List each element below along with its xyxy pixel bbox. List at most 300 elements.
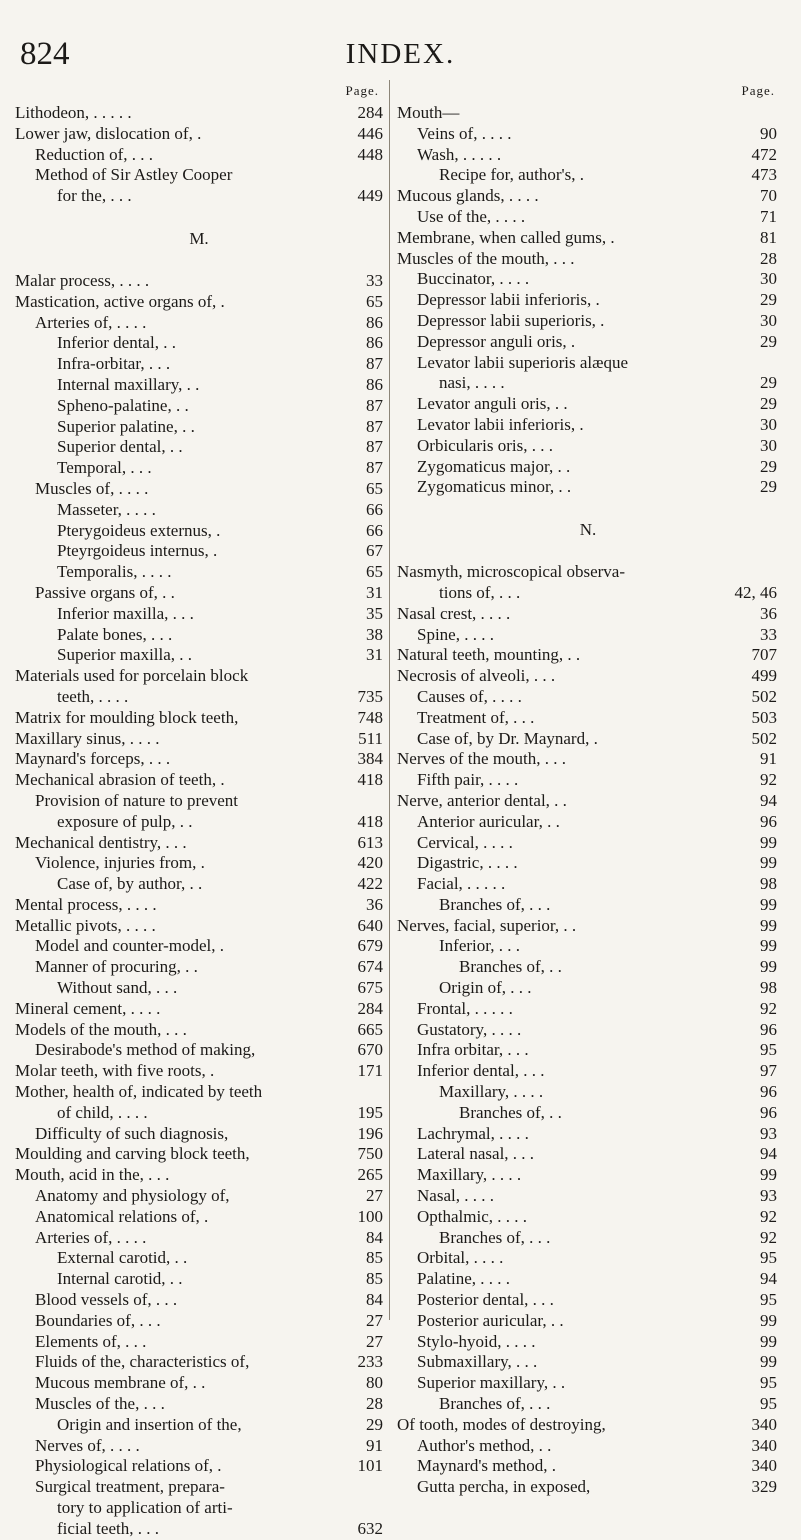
entry-page: 503	[751, 707, 777, 727]
entry-term: Nerve, anterior dental, . .	[397, 790, 567, 810]
entry-term: Inferior, . . .	[439, 936, 520, 956]
index-entry	[397, 812, 779, 833]
index-entry	[397, 666, 779, 687]
entry-page: 84	[366, 1227, 383, 1247]
index-entry	[15, 1186, 383, 1207]
entry-page: 87	[366, 395, 383, 415]
page-number: 824	[20, 36, 70, 72]
entry-page: 29	[760, 373, 777, 393]
entry-page: 94	[760, 1144, 777, 1164]
index-entry	[397, 457, 779, 478]
entry-term: Depressor anguli oris, .	[417, 331, 576, 351]
entry-page: 640	[357, 915, 383, 935]
entry-term: Gustatory, . . . .	[417, 1019, 522, 1039]
entry-term: Muscles of, . . . .	[35, 478, 149, 498]
entry-term: Mouth—	[397, 103, 460, 122]
entry-term: Submaxillary, . . .	[417, 1352, 538, 1372]
entry-page: 340	[751, 1435, 777, 1455]
entry-term: Superior dental, . .	[57, 437, 183, 457]
index-entry	[15, 749, 383, 770]
entry-page: 99	[760, 915, 777, 935]
entry-page: 36	[366, 894, 383, 914]
entry-term: Nerves, facial, superior, . .	[397, 915, 577, 935]
entry-term: Nerves of, . . . .	[35, 1435, 140, 1455]
column-divider	[389, 80, 390, 1320]
entry-term: Method of Sir Astley Cooper	[35, 165, 233, 185]
entry-page: 101	[357, 1456, 383, 1476]
index-entry	[15, 874, 383, 895]
entry-page: 171	[357, 1061, 383, 1081]
index-entry	[15, 271, 383, 292]
entry-page: 30	[760, 269, 777, 289]
index-entry	[397, 895, 779, 916]
index-entry	[15, 729, 383, 750]
index-entry	[397, 1082, 779, 1103]
entry-term: Mucous glands, . . . .	[397, 186, 539, 206]
entry-term: of child, . . . .	[57, 1102, 148, 1122]
index-entry	[397, 124, 779, 145]
entry-page: 87	[366, 354, 383, 374]
entry-page: 284	[357, 103, 383, 122]
entry-term: Fluids of the, characteristics of,	[35, 1352, 250, 1372]
index-entry	[15, 978, 383, 999]
index-entry	[15, 791, 383, 812]
index-entry	[397, 1311, 779, 1332]
page-header	[0, 36, 801, 76]
entry-page: 66	[366, 520, 383, 540]
entry-term: Author's method, . .	[417, 1435, 552, 1455]
index-entry	[397, 311, 779, 332]
entry-term: Treatment of, . . .	[417, 707, 535, 727]
entry-page: 473	[751, 165, 777, 185]
entry-term: Branches of, . . .	[439, 894, 551, 914]
entry-term: Membrane, when called gums, .	[397, 227, 615, 247]
entry-term: Mouth, acid in the, . . .	[15, 1165, 170, 1185]
entry-page: 94	[760, 790, 777, 810]
index-entry	[15, 437, 383, 458]
entry-term: Levator labii superioris alæque	[417, 352, 629, 372]
index-entry	[15, 1456, 383, 1477]
entry-term: exposure of pulp, . .	[57, 811, 193, 831]
entry-term: Anterior auricular, . .	[417, 811, 560, 831]
index-entry	[15, 1228, 383, 1249]
index-entry	[15, 1103, 383, 1124]
index-entry	[397, 1124, 779, 1145]
index-entry	[397, 1040, 779, 1061]
entry-page: 65	[366, 562, 383, 582]
entry-term: Opthalmic, . . . .	[417, 1206, 528, 1226]
entry-term: Depressor labii inferioris, .	[417, 290, 600, 310]
entry-page: 30	[760, 435, 777, 455]
entry-page: 92	[760, 1227, 777, 1247]
index-entry	[15, 103, 383, 124]
entry-term: Origin and insertion of the,	[57, 1414, 242, 1434]
entry-term: Maynard's forceps, . . .	[15, 749, 171, 769]
index-entry	[15, 1373, 383, 1394]
entry-page: 36	[760, 603, 777, 623]
entry-page: 27	[366, 1310, 383, 1330]
entry-page: 87	[366, 458, 383, 478]
entry-page: 28	[760, 248, 777, 268]
entry-term: Of tooth, modes of destroying,	[397, 1414, 606, 1434]
index-entry	[397, 1373, 779, 1394]
entry-page: 665	[357, 1019, 383, 1039]
entry-term: Moulding and carving block teeth,	[15, 1144, 250, 1164]
index-entry	[15, 124, 383, 145]
entry-term: Buccinator, . . . .	[417, 269, 530, 289]
entry-page: 632	[357, 1518, 383, 1538]
entry-term: Lower jaw, dislocation of, .	[15, 123, 202, 143]
entry-term: Matrix for moulding block teeth,	[15, 707, 239, 727]
entry-page: 29	[760, 394, 777, 414]
index-entry	[15, 313, 383, 334]
entry-term: Muscles of the, . . .	[35, 1394, 165, 1414]
entry-term: Branches of, . .	[459, 1102, 562, 1122]
entry-term: Maxillary sinus, . . . .	[15, 728, 160, 748]
entry-term: Anatomical relations of, .	[35, 1206, 209, 1226]
index-entry	[397, 332, 779, 353]
entry-term: Mucous membrane of, . .	[35, 1373, 206, 1393]
entry-page: 196	[357, 1123, 383, 1143]
entry-term: for the, . . .	[57, 186, 132, 206]
index-entry	[15, 1311, 383, 1332]
entry-page: 748	[357, 707, 383, 727]
entry-term: Inferior dental, . . .	[417, 1061, 545, 1081]
entry-term: tory to application of arti-	[57, 1498, 233, 1517]
index-entry	[15, 583, 383, 604]
entry-page: 31	[366, 582, 383, 602]
index-entry	[397, 269, 779, 290]
index-entry	[397, 1020, 779, 1041]
entry-term: Fifth pair, . . . .	[417, 770, 519, 790]
entry-term: Without sand, . . .	[57, 978, 178, 998]
entry-term: Inferior maxilla, . . .	[57, 603, 194, 623]
entry-term: External carotid, . .	[57, 1248, 188, 1268]
entry-page: 38	[366, 624, 383, 644]
entry-page: 750	[357, 1144, 383, 1164]
index-entry	[397, 1248, 779, 1269]
entry-page: 28	[366, 1394, 383, 1414]
index-entry	[15, 604, 383, 625]
entry-term: Internal maxillary, . .	[57, 374, 200, 394]
entry-term: Natural teeth, mounting, . .	[397, 645, 581, 665]
entry-term: Nasal crest, . . . .	[397, 603, 511, 623]
entry-term: Pterygoideus externus, .	[57, 520, 221, 540]
entry-term: Palatine, . . . .	[417, 1269, 511, 1289]
entry-page: 29	[760, 477, 777, 497]
entry-page: 99	[760, 894, 777, 914]
entry-page: 33	[760, 624, 777, 644]
entry-term: Metallic pivots, . . . .	[15, 915, 156, 935]
entry-page: 99	[760, 957, 777, 977]
entry-term: Molar teeth, with five roots, .	[15, 1061, 215, 1081]
entry-term: Zygomaticus major, . .	[417, 456, 571, 476]
entry-page: 99	[760, 853, 777, 873]
entry-term: Desirabode's method of making,	[35, 1040, 256, 1060]
entry-term: Physiological relations of, .	[35, 1456, 222, 1476]
index-entry	[397, 207, 779, 228]
entry-term: nasi, . . . .	[439, 373, 505, 393]
index-entry	[397, 353, 779, 374]
entry-term: Boundaries of, . . .	[35, 1310, 161, 1330]
entry-term: Temporalis, . . . .	[57, 562, 172, 582]
entry-term: Lithodeon, . . . . .	[15, 103, 132, 122]
entry-page: 91	[760, 749, 777, 769]
entry-page: 92	[760, 1206, 777, 1226]
entry-page: 96	[760, 1102, 777, 1122]
index-entry	[397, 687, 779, 708]
entry-term: Depressor labii superioris, .	[417, 310, 605, 330]
entry-term: Masseter, . . . .	[57, 499, 156, 519]
entry-page: 85	[366, 1248, 383, 1268]
entry-page: 86	[366, 312, 383, 332]
index-entry	[15, 145, 383, 166]
index-entry	[15, 936, 383, 957]
entry-term: Levator anguli oris, . .	[417, 394, 568, 414]
entry-term: Facial, . . . . .	[417, 874, 506, 894]
entry-page: 30	[760, 414, 777, 434]
entry-term: Frontal, . . . . .	[417, 998, 513, 1018]
index-entry	[397, 936, 779, 957]
entry-page: 95	[760, 1248, 777, 1268]
entry-page: 670	[357, 1040, 383, 1060]
index-entry	[15, 666, 383, 687]
index-entry	[397, 562, 779, 583]
entry-term: Orbital, . . . .	[417, 1248, 504, 1268]
index-entry	[15, 1269, 383, 1290]
index-entry	[15, 1082, 383, 1103]
entry-term: tions of, . . .	[439, 582, 521, 602]
entry-page: 96	[760, 1019, 777, 1039]
entry-term: Mechanical dentistry, . . .	[15, 832, 187, 852]
index-entry	[15, 1498, 383, 1519]
entry-term: Mother, health of, indicated by teeth	[15, 1082, 263, 1102]
entry-term: Superior maxilla, . .	[57, 645, 193, 665]
entry-term: Case of, by Dr. Maynard, .	[417, 728, 598, 748]
index-entry	[397, 1269, 779, 1290]
entry-page: 70	[760, 186, 777, 206]
entry-term: Infra orbitar, . . .	[417, 1040, 529, 1060]
index-column-right	[397, 83, 779, 1498]
entry-page: 674	[357, 957, 383, 977]
index-entry	[15, 354, 383, 375]
entry-page: 422	[357, 874, 383, 894]
entry-page: 613	[357, 832, 383, 852]
index-entry	[397, 103, 779, 124]
entry-term: Posterior auricular, . .	[417, 1310, 564, 1330]
entry-term: Gutta percha, in exposed,	[417, 1477, 591, 1497]
index-entry	[15, 1207, 383, 1228]
entry-term: Mastication, active organs of, .	[15, 291, 225, 311]
entry-term: Posterior dental, . . .	[417, 1290, 554, 1310]
entry-page: 511	[358, 728, 383, 748]
page-column-header: Page.	[741, 83, 775, 98]
entry-page: 675	[357, 978, 383, 998]
entry-term: Infra-orbitar, . . .	[57, 354, 171, 374]
index-entry	[15, 165, 383, 186]
entry-page: 95	[760, 1040, 777, 1060]
entry-page: 97	[760, 1061, 777, 1081]
index-entry	[397, 1207, 779, 1228]
entry-page: 195	[357, 1102, 383, 1122]
index-entry	[397, 228, 779, 249]
entry-page: 27	[366, 1331, 383, 1351]
index-entry	[15, 500, 383, 521]
index-entry	[15, 541, 383, 562]
index-entry	[397, 1186, 779, 1207]
index-entry	[397, 1228, 779, 1249]
entry-term: Difficulty of such diagnosis,	[35, 1123, 229, 1143]
entry-term: Lachrymal, . . . .	[417, 1123, 529, 1143]
index-entry	[397, 916, 779, 937]
entry-term: Use of the, . . . .	[417, 206, 526, 226]
index-entry	[397, 583, 779, 604]
index-entry	[397, 874, 779, 895]
section-letter: M.	[189, 228, 209, 248]
index-entry	[15, 396, 383, 417]
index-entry	[397, 145, 779, 166]
entry-page: 707	[751, 645, 777, 665]
index-entry	[397, 415, 779, 436]
entry-term: Spheno-palatine, . .	[57, 395, 189, 415]
entry-page: 340	[751, 1456, 777, 1476]
entry-page: 95	[760, 1290, 777, 1310]
entry-term: Superior maxillary, . .	[417, 1373, 566, 1393]
entry-page: 98	[760, 978, 777, 998]
entry-page: 33	[366, 270, 383, 290]
entry-term: Arteries of, . . . .	[35, 312, 147, 332]
index-entry	[15, 770, 383, 791]
entry-page: 92	[760, 998, 777, 1018]
index-entry	[15, 1290, 383, 1311]
index-entry	[15, 916, 383, 937]
index-entry	[15, 1124, 383, 1145]
entry-page: 449	[357, 186, 383, 206]
entry-term: Inferior dental, . .	[57, 333, 176, 353]
entry-page: 99	[760, 832, 777, 852]
index-entry	[397, 791, 779, 812]
index-entry	[15, 625, 383, 646]
entry-term: Maxillary, . . . .	[417, 1165, 522, 1185]
entry-term: teeth, . . . .	[57, 686, 129, 706]
index-entry	[397, 394, 779, 415]
entry-page: 418	[357, 770, 383, 790]
entry-page: 284	[357, 998, 383, 1018]
entry-term: Reduction of, . . .	[35, 144, 154, 164]
entry-term: Superior palatine, . .	[57, 416, 195, 436]
entry-page: 448	[357, 144, 383, 164]
index-entry	[397, 373, 779, 394]
entry-page: 98	[760, 874, 777, 894]
entry-term: Elements of, . . .	[35, 1331, 147, 1351]
entry-page: 340	[751, 1414, 777, 1434]
index-entry	[15, 1332, 383, 1353]
entry-page: 265	[357, 1165, 383, 1185]
index-entry	[15, 333, 383, 354]
entry-term: Malar process, . . . .	[15, 270, 150, 290]
index-entry	[15, 1061, 383, 1082]
entry-term: Nasal, . . . .	[417, 1186, 494, 1206]
index-entry	[397, 999, 779, 1020]
entry-page: 96	[760, 811, 777, 831]
entry-page: 329	[751, 1477, 777, 1497]
index-entry	[397, 729, 779, 750]
section-letter: N.	[579, 520, 597, 540]
index-entry	[397, 249, 779, 270]
entry-page: 99	[760, 1310, 777, 1330]
entry-page: 42, 46	[734, 582, 777, 602]
index-column-left	[15, 83, 383, 1540]
entry-page: 499	[751, 666, 777, 686]
entry-term: Wash, . . . . .	[417, 144, 502, 164]
entry-term: Surgical treatment, prepara-	[35, 1477, 225, 1497]
entry-page: 92	[760, 770, 777, 790]
index-entry	[397, 1103, 779, 1124]
index-entry	[15, 708, 383, 729]
entry-page: 93	[760, 1123, 777, 1143]
index-entry	[397, 749, 779, 770]
entry-page: 99	[760, 1331, 777, 1351]
index-entry	[15, 292, 383, 313]
entry-page: 29	[760, 290, 777, 310]
entry-page: 502	[751, 686, 777, 706]
index-entry	[397, 477, 779, 498]
index-entry	[15, 186, 383, 207]
index-entry	[397, 770, 779, 791]
index-entry	[15, 521, 383, 542]
entry-page: 66	[366, 499, 383, 519]
index-entry	[397, 645, 779, 666]
index-entry	[397, 186, 779, 207]
entry-term: Recipe for, author's, .	[439, 165, 584, 185]
entry-page: 84	[366, 1290, 383, 1310]
entry-page: 86	[366, 374, 383, 394]
index-entry	[397, 1144, 779, 1165]
index-entry	[15, 833, 383, 854]
entry-term: Mechanical abrasion of teeth, .	[15, 770, 225, 790]
entry-term: Materials used for porcelain block	[15, 666, 249, 686]
entry-term: Orbicularis oris, . . .	[417, 435, 553, 455]
index-entry	[15, 458, 383, 479]
index-entry	[15, 479, 383, 500]
entry-page: 87	[366, 416, 383, 436]
index-entry	[15, 1040, 383, 1061]
entry-term: Lateral nasal, . . .	[417, 1144, 535, 1164]
index-entry	[397, 604, 779, 625]
index-entry	[15, 1352, 383, 1373]
entry-term: Cervical, . . . .	[417, 832, 513, 852]
entry-page: 65	[366, 478, 383, 498]
entry-page: 71	[760, 206, 777, 226]
entry-term: Nerves of the mouth, . . .	[397, 749, 567, 769]
entry-term: Branches of, . . .	[439, 1394, 551, 1414]
entry-term: Digastric, . . . .	[417, 853, 518, 873]
entry-page: 29	[760, 456, 777, 476]
entry-page: 233	[357, 1352, 383, 1372]
index-entry	[397, 1332, 779, 1353]
entry-term: Manner of procuring, . .	[35, 957, 198, 977]
index-entry	[397, 165, 779, 186]
index-entry	[397, 1165, 779, 1186]
entry-page: 95	[760, 1373, 777, 1393]
entry-term: Stylo-hyoid, . . . .	[417, 1331, 536, 1351]
index-entry	[15, 1248, 383, 1269]
entry-page: 679	[357, 936, 383, 956]
index-entry	[397, 1436, 779, 1457]
entry-term: Pteyrgoideus internus, .	[57, 541, 218, 561]
index-entry	[397, 1290, 779, 1311]
index-entry	[15, 375, 383, 396]
